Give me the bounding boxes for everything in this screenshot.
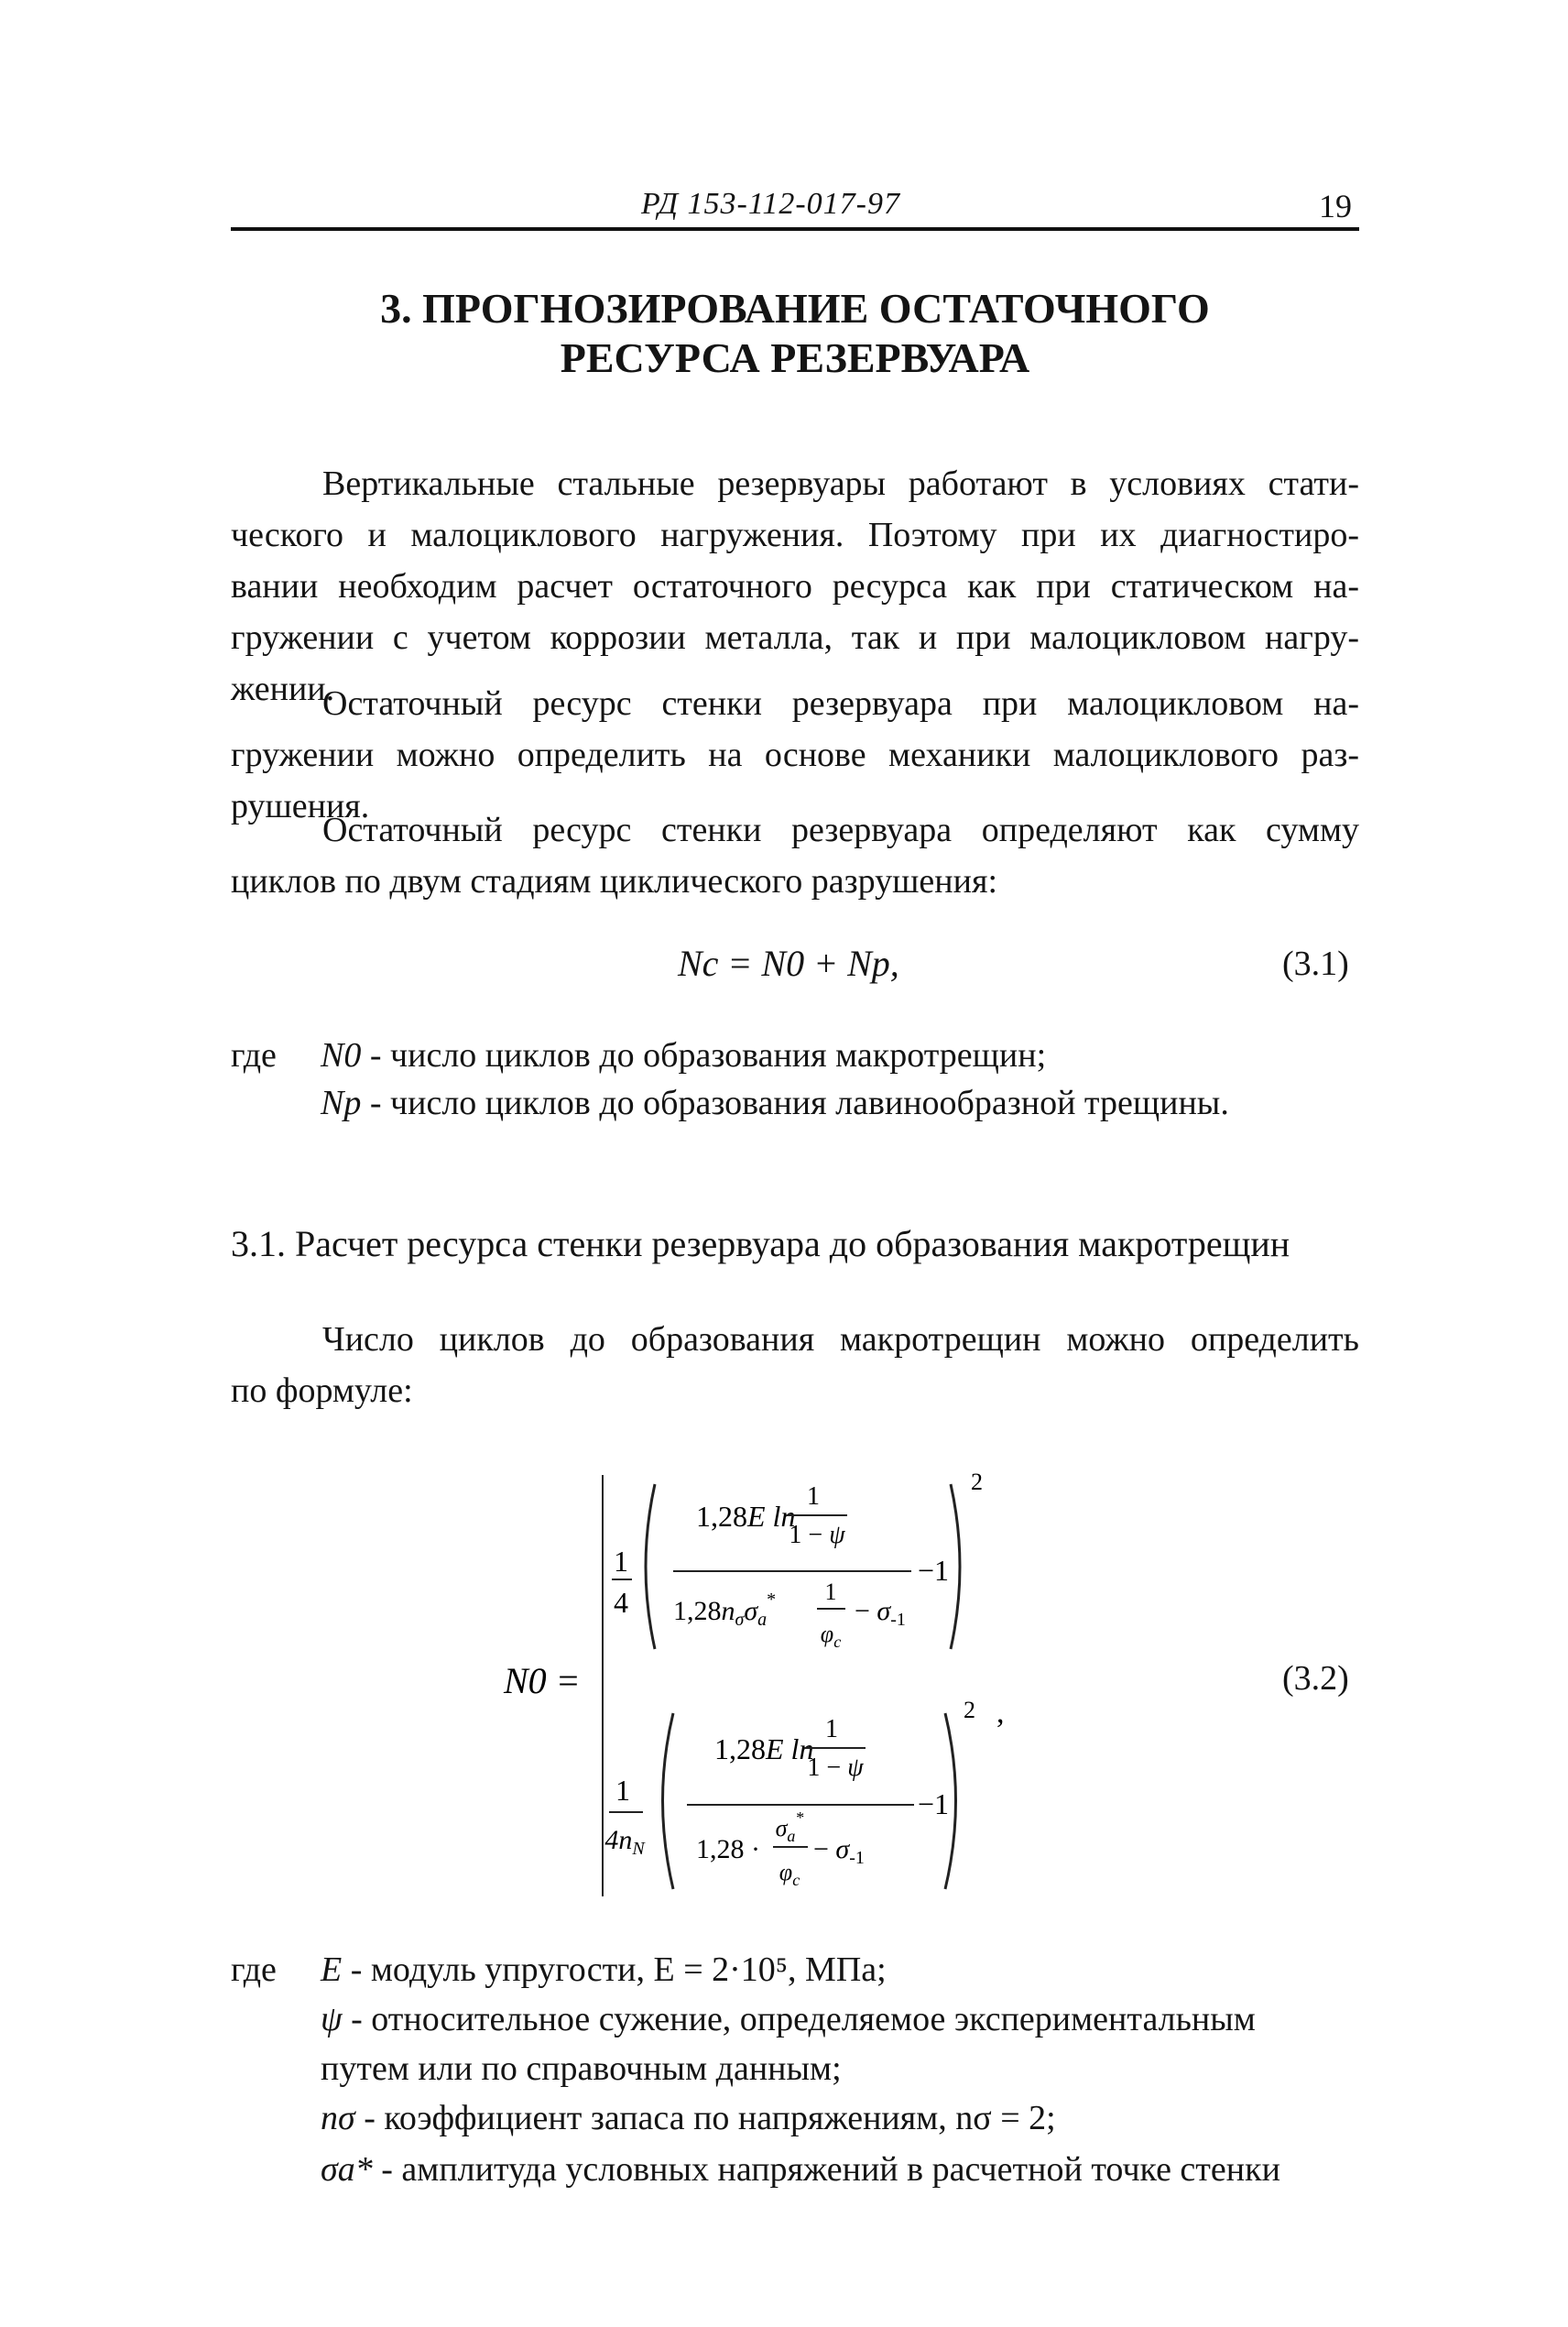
text-line: циклов по двум стадиям циклического разрушения: bbox=[231, 862, 998, 901]
equation-comma: , bbox=[996, 1696, 1005, 1730]
text-line: по формуле: bbox=[231, 1371, 413, 1410]
symbol: N0 bbox=[321, 1036, 362, 1075]
top-minus-one: −1 bbox=[918, 1554, 950, 1587]
section-heading-3-1: 3.1. Расчет ресурса стенки резервуара до образования макротрещин bbox=[231, 1223, 1290, 1264]
definition-n0 bbox=[321, 1035, 1046, 1076]
definition-n-sigma bbox=[321, 2098, 1056, 2138]
paragraph-4 bbox=[231, 1314, 1359, 1416]
definition-text: - число циклов до образования лавинообразной трещины. bbox=[369, 1084, 1229, 1122]
bot-left-paren bbox=[663, 1713, 674, 1889]
definition-text: - амплитуда условных напряжений в расчетной точке стенки bbox=[381, 2150, 1280, 2189]
definition-nr bbox=[321, 1083, 1229, 1123]
definition-e bbox=[321, 1950, 887, 1990]
svg-text:− σ-1: − $\sigma_{-1}$ bbox=[813, 1834, 865, 1868]
bot-minus-one: −1 bbox=[918, 1787, 950, 1820]
top-num-a: 1,28E ln bbox=[696, 1500, 796, 1533]
text-line: ческого и малоциклового нагружения. Поэтому при их диагностиро- bbox=[231, 516, 1359, 554]
svg-text:φc: $\varphi_c$ bbox=[779, 1859, 800, 1889]
paragraph-1 bbox=[231, 458, 1359, 715]
lhs: N0 = bbox=[504, 1660, 581, 1701]
symbol: E bbox=[321, 1950, 343, 1989]
where-label: где bbox=[231, 1036, 277, 1075]
definition-text: - число циклов до образования макротрещин; bbox=[369, 1036, 1047, 1075]
svg-text:φc: $\varphi_c$ bbox=[820, 1621, 842, 1651]
svg-text:1 − ψ: 1 − ψ bbox=[789, 1521, 845, 1549]
page-number: 19 bbox=[1319, 188, 1352, 224]
where-label: где bbox=[231, 1950, 277, 1989]
bot-num-a: 1,28E ln bbox=[714, 1732, 814, 1765]
text-line: гружении с учетом коррозии металла, так и при малоцикловом нагру- bbox=[231, 618, 1359, 657]
definition-psi-continued bbox=[321, 2048, 842, 2089]
document-code: РД 153-112-017-97 bbox=[641, 187, 900, 221]
top-power: 2 bbox=[971, 1469, 983, 1495]
paragraph-3 bbox=[231, 804, 1359, 907]
symbol: σa* bbox=[321, 2150, 373, 2189]
equation-number-3-2: (3.2) bbox=[1282, 1659, 1349, 1698]
bot-power: 2 bbox=[964, 1697, 975, 1723]
chapter-title-line-2: РЕСУРСА РЕЗЕРВУАРА bbox=[560, 334, 1030, 381]
equation-3-2 bbox=[495, 1438, 1117, 1915]
text-line: жении. bbox=[231, 670, 335, 708]
svg-text:− σ-1: − $\sigma_{-1}$ bbox=[855, 1596, 906, 1630]
definition-text: путем или по справочным данным; bbox=[321, 2049, 842, 2088]
text-line: Остаточный ресурс стенки резервуара при малоцикловом на- bbox=[322, 684, 1359, 723]
text-line: Вертикальные стальные резервуары работают в условиях стати- bbox=[322, 464, 1359, 503]
symbol: Nр bbox=[321, 1084, 362, 1122]
top-coef-den: 4 bbox=[614, 1586, 628, 1619]
top-left-paren bbox=[646, 1484, 655, 1649]
top-den-a: $1,28n_\sigma\sigma_a^*$ bbox=[673, 1590, 777, 1630]
text-line: рушения. bbox=[231, 787, 370, 825]
equation-3-1: Nс = N0 + Nр, bbox=[678, 943, 899, 984]
definition-text: - модуль упругости, E = 2·10⁵, МПа; bbox=[350, 1950, 887, 1989]
definition-sigma-a bbox=[321, 2149, 1280, 2190]
top-coef-num: 1 bbox=[614, 1545, 628, 1578]
svg-text:1 − ψ: 1 − ψ bbox=[807, 1753, 864, 1782]
bot-coef-den: $4n_N$ bbox=[604, 1825, 645, 1859]
text-line: вании необходим расчет остаточного ресурса как при статическом на- bbox=[231, 567, 1359, 606]
symbol: nσ bbox=[321, 2099, 355, 2137]
top-right-paren bbox=[951, 1484, 960, 1649]
text-line: гружении можно определить на основе механики малоциклового раз- bbox=[231, 736, 1359, 774]
bot-den-a: 1,28 · bbox=[696, 1834, 760, 1864]
svg-text:1: 1 bbox=[824, 1579, 837, 1605]
svg-text:σa*: $\sigma_a^*$ bbox=[775, 1808, 804, 1845]
header-rule bbox=[231, 227, 1359, 231]
bot-coef-num: 1 bbox=[615, 1774, 630, 1807]
definition-text: - коэффициент запаса по напряжениям, nσ = 2; bbox=[364, 2099, 1056, 2137]
text-line: Остаточный ресурс стенки резервуара определяют как сумму bbox=[322, 811, 1359, 849]
svg-text:1: 1 bbox=[807, 1482, 820, 1511]
equation-number-3-1: (3.1) bbox=[1282, 945, 1349, 983]
symbol: ψ bbox=[321, 2000, 343, 2038]
text-line: Число циклов до образования макротрещин можно определить bbox=[322, 1320, 1359, 1359]
definition-text: - относительное сужение, определяемое экспериментальным bbox=[351, 2000, 1256, 2038]
svg-text:1: 1 bbox=[825, 1715, 838, 1743]
definition-psi bbox=[321, 1999, 1359, 2039]
chapter-title-line-1: 3. ПРОГНОЗИРОВАНИЕ ОСТАТОЧНОГО bbox=[380, 285, 1210, 332]
